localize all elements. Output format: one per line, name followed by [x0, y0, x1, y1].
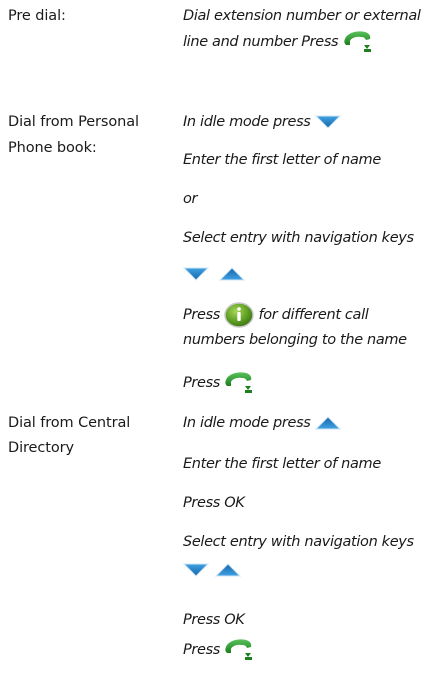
personal-press-call-line: [183, 371, 439, 395]
central-select-entry: Select entry with navigation keys: [183, 534, 414, 550]
personal-press-info-line: [183, 302, 439, 328]
central-label-line1: Dial from Central: [8, 415, 131, 431]
central-press-ok-2: Press OK: [183, 612, 245, 628]
personal-press-call-text: Press: [183, 375, 220, 391]
personal-select-entry: Select entry with navigation keys: [183, 230, 414, 246]
call-key-icon: [343, 30, 373, 54]
central-press-call-line: [183, 638, 439, 662]
info-key-icon: [224, 302, 254, 328]
personal-enter-letter: Enter the first letter of name: [183, 152, 381, 168]
central-idle-press-line: [183, 411, 439, 435]
central-press-ok-1: Press OK: [183, 495, 245, 511]
pre-dial-label: Pre dial:: [8, 8, 66, 24]
central-label-line2: Directory: [8, 440, 74, 456]
nav-up-icon: [215, 562, 241, 578]
central-idle-press-text: In idle mode press: [183, 415, 311, 431]
personal-idle-press-text: In idle mode press: [183, 114, 311, 130]
pre-dial-instruction-line1: Dial extension number or external: [183, 8, 421, 24]
personal-or: or: [183, 191, 198, 207]
nav-up-icon: [315, 415, 341, 431]
personal-press-info-text-a: Press: [183, 307, 220, 323]
central-enter-letter: Enter the first letter of name: [183, 456, 381, 472]
pre-dial-instruction-text: line and number Press: [183, 34, 339, 50]
pre-dial-instruction-line2: [183, 30, 439, 54]
call-key-icon: [224, 371, 254, 395]
personal-label-line1: Dial from Personal: [8, 114, 139, 130]
call-key-icon: [224, 638, 254, 662]
nav-down-icon: [315, 114, 341, 130]
personal-press-info-text-b: for different call: [258, 307, 369, 323]
personal-label-line2: Phone book:: [8, 140, 97, 156]
nav-down-icon: [183, 562, 209, 578]
personal-press-info-line2: numbers belonging to the name: [183, 332, 407, 348]
central-press-call-text: Press: [183, 642, 220, 658]
personal-idle-press-line: [183, 110, 439, 134]
personal-nav-keys: [183, 262, 439, 286]
nav-up-icon: [219, 266, 245, 282]
nav-down-icon: [183, 266, 209, 282]
central-nav-keys: [183, 558, 439, 582]
